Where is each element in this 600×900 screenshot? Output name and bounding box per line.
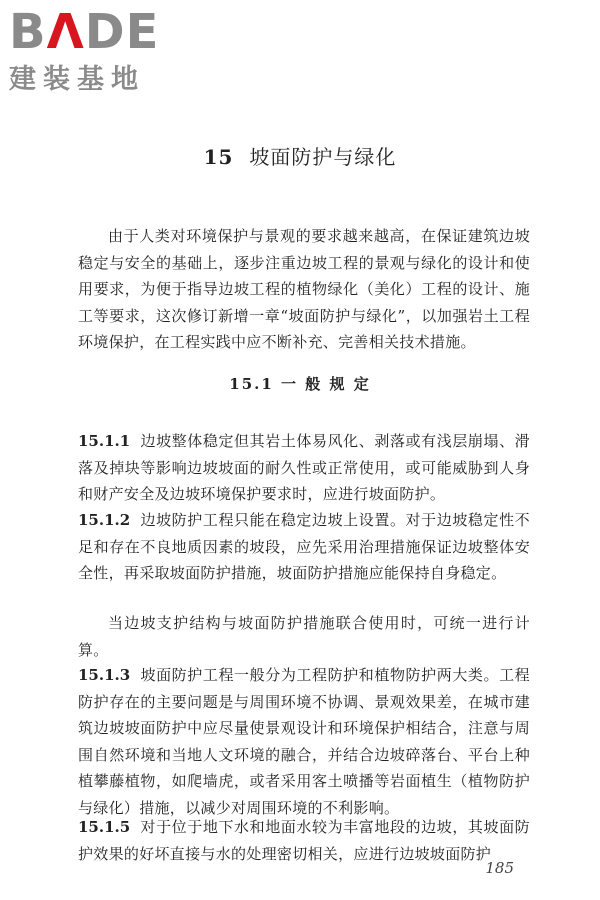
section-title	[0, 373, 600, 395]
clause-text: 对于位于地下水和地面水较为丰富地段的边坡，其坡面防护效果的好坏直接与水的处理密切相关，应进行边坡坡面防护	[78, 818, 530, 863]
logo-accent-letter: Λ	[46, 4, 85, 60]
publisher-logo	[9, 6, 179, 98]
clause-15-1-3	[78, 662, 530, 822]
page-number: 185	[485, 859, 514, 877]
section-name: 一 般 规 定	[281, 375, 371, 393]
clause-number: 15.1.5	[78, 818, 131, 836]
clause-15-1-2	[78, 507, 530, 587]
logo-wordmark: BΛDE	[9, 4, 160, 60]
clause-number: 15.1.2	[78, 511, 131, 529]
section-number: 15.1	[229, 375, 274, 393]
clause-number: 15.1.3	[78, 666, 131, 684]
clause-15-1-5	[78, 814, 530, 867]
clause-15-1-1	[78, 428, 530, 508]
continuation-paragraph: 当边坡支护结构与坡面防护措施联合使用时，可统一进行计算。	[78, 614, 530, 659]
clause-text: 边坡防护工程只能在稳定边坡上设置。对于边坡稳定性不足和存在不良地质因素的坡段，应先采用治理措施保证边坡整体安全性，再采取坡面防护措施，坡面防护措施应能保持自身稳定。	[78, 511, 530, 583]
clause-number: 15.1.1	[78, 432, 131, 450]
clause-text: 边坡整体稳定但其岩土体易风化、剥落或有浅层崩塌、滑落及掉块等影响边坡坡面的耐久性或正常使用，或可能威胁到人身和财产安全及边坡环境保护要求时，应进行坡面防护。	[78, 432, 530, 504]
chapter-number: 15	[203, 145, 234, 169]
logo-subtitle: 建装基地	[9, 64, 145, 95]
intro-paragraph: 由于人类对环境保护与景观的要求越来越高，在保证建筑边坡稳定与安全的基础上，逐步注重边坡工程的景观与绿化的设计和使用要求，为便于指导边坡工程的植物绿化（美化）工程的设计、施工等要求，这次修订新增一章“坡面防护与绿化”，以加强岩土工程环境保护，在工程实践中应不断补充、完善相关技术措施。	[78, 227, 530, 352]
chapter-title	[0, 143, 600, 171]
chapter-name: 坡面防护与绿化	[249, 145, 397, 169]
clause-text: 坡面防护工程一般分为工程防护和植物防护两大类。工程防护存在的主要问题是与周围环境不协调、景观效果差，在城市建筑边坡坡面防护中应尽量使景观设计和环境保护相结合，注意与周围自然环境和当地人文环境的融合，并结合边坡碎落台、平台上种植攀藤植物，如爬墙虎，或者采用客土喷播等岩面植生（植物防护与绿化）措施，以减少对周围环境的不利影响。	[78, 666, 530, 817]
